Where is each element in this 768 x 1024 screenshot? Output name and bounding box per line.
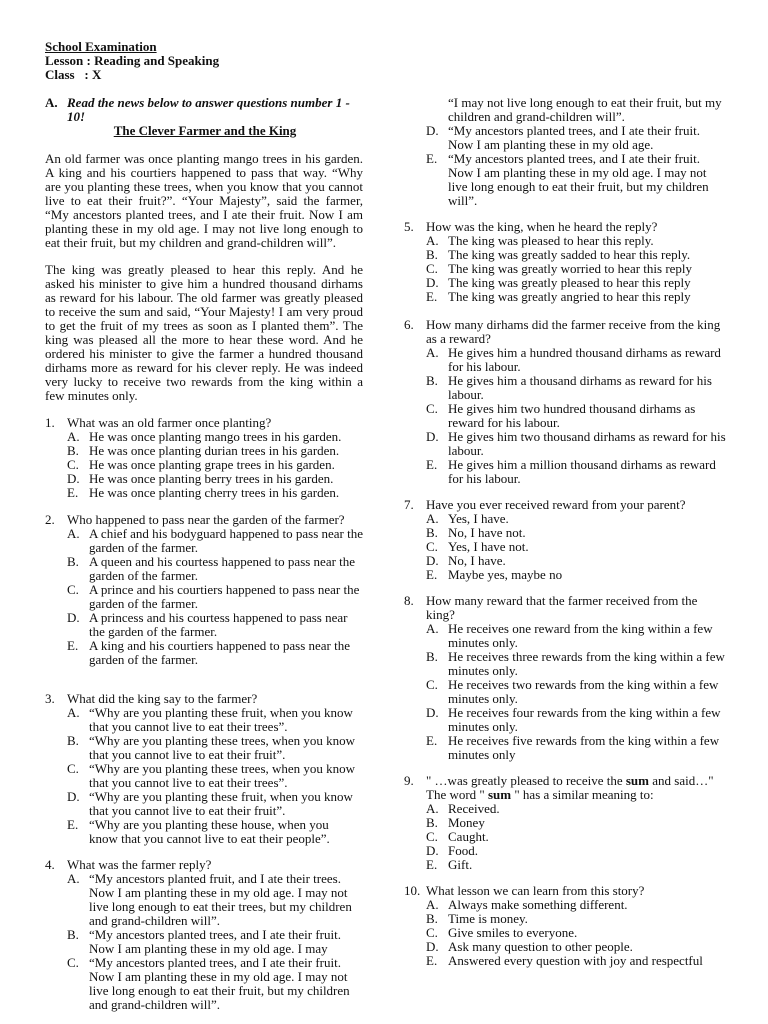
option-text: No, I have not.	[448, 525, 526, 540]
answer-option	[67, 527, 365, 555]
answer-option	[67, 555, 365, 583]
answer-option	[67, 872, 363, 928]
option-text: He receives three rewards from the king within a few minutes only.	[448, 649, 725, 678]
answer-option	[67, 639, 365, 667]
option-letter: B.	[426, 649, 438, 664]
question-number: 6.	[404, 317, 414, 332]
option-letter: E.	[426, 151, 438, 166]
option-text: Answered every question with joy and respectful	[448, 953, 703, 968]
option-text: He receives two rewards from the king within a few minutes only.	[448, 677, 719, 706]
option-text: A queen and his courtess happened to pass near the garden of the farmer.	[89, 554, 356, 583]
option-text: “My ancestors planted fruit, and I ate their trees. Now I am planting these in my old age. I may not live long enough to eat their trees, but my children and grand-children will”.	[89, 871, 352, 928]
option-text: Maybe yes, maybe no	[448, 567, 563, 582]
answer-option	[426, 706, 726, 734]
option-letter: D.	[67, 610, 80, 625]
answer-option	[67, 444, 365, 458]
option-text: He gives him a million thousand dirhams as reward for his labour.	[448, 457, 716, 486]
option-letter: B.	[67, 554, 79, 569]
option-letter: C.	[426, 401, 438, 416]
option-text: Time is money.	[448, 911, 528, 926]
option-text: “Why are you planting these trees, when you know that you cannot live to eat their trees”.	[89, 761, 356, 790]
option-text: No, I have.	[448, 553, 506, 568]
option-letter: C.	[426, 539, 438, 554]
answer-option	[67, 458, 365, 472]
option-letter: A.	[426, 233, 439, 248]
answer-option	[67, 790, 357, 818]
answer-option	[67, 928, 363, 956]
question-stem: What lesson we can learn from this story?	[426, 883, 645, 898]
option-text: “Why are you planting these house, when you know that you cannot live to eat their people”.	[89, 817, 330, 846]
question-6	[404, 318, 726, 486]
question-number: 2.	[45, 512, 55, 527]
option-letter: B.	[67, 443, 79, 458]
question-stem: What was the farmer reply?	[67, 857, 212, 872]
option-text: Always make something different.	[448, 897, 628, 912]
option-letter: C.	[426, 261, 438, 276]
option-letter: A.	[67, 429, 80, 444]
question-number: 5.	[404, 219, 414, 234]
option-letter: B.	[67, 733, 79, 748]
answer-option	[67, 611, 365, 639]
answer-option	[426, 622, 726, 650]
answer-option	[67, 706, 357, 734]
option-text: Gift.	[448, 857, 473, 872]
answer-option	[426, 458, 726, 486]
story-paragraph-1: An old farmer was once planting mango trees in his garden. A king and his courtiers happened to pass that way. “Why are you planting these trees, when you know that you cannot live to eat their fruit?”. “Your Majesty”, said the farmer, “My ancestors planted trees, and I ate their fruit. Now I am planting these in my old age. I may not live long enough to eat their fruit, but my children and grand-children will”.	[45, 151, 363, 250]
question-number: 1.	[45, 415, 55, 430]
answer-option	[426, 898, 726, 912]
option-text: Give smiles to everyone.	[448, 925, 578, 940]
answer-option	[426, 346, 726, 374]
option-text-continued: “I may not live long enough to eat their fruit, but my children and grand-children will”.	[448, 95, 722, 124]
section-instruction-text: Read the news below to answer questions number 1 - 10!	[67, 95, 350, 124]
question-8	[404, 594, 726, 762]
answer-option	[426, 926, 726, 940]
stem-keyword: sum	[625, 773, 649, 788]
option-letter: E.	[426, 567, 438, 582]
option-letter: A.	[426, 621, 439, 636]
question-4-continued	[404, 96, 726, 208]
stem-part: " has a similar meaning to:	[511, 787, 654, 802]
question-stem: What was an old farmer once planting?	[67, 415, 272, 430]
option-letter: C.	[67, 955, 79, 970]
option-text: Food.	[448, 843, 478, 858]
option-letter: C.	[67, 582, 79, 597]
option-letter: C.	[426, 925, 438, 940]
option-letter: B.	[426, 247, 438, 262]
header-lesson: Lesson : Reading and Speaking	[45, 53, 220, 68]
option-text: “Why are you planting these fruit, when you know that you cannot live to eat their fruit”.	[89, 789, 353, 818]
option-text: He was once planting grape trees in his garden.	[89, 457, 335, 472]
option-text: The king was pleased to hear this reply.	[448, 233, 654, 248]
question-stem: Who happened to pass near the garden of the farmer?	[67, 512, 345, 527]
answer-option	[426, 152, 726, 208]
option-text: He receives five rewards from the king within a few minutes only	[448, 733, 720, 762]
option-letter: E.	[426, 733, 438, 748]
option-text: “My ancestors planted trees, and I ate their fruit. Now I am planting these in my old age.	[448, 123, 700, 152]
option-letter: B.	[67, 927, 79, 942]
option-text: The king was greatly sadded to hear this reply.	[448, 247, 691, 262]
answer-option	[426, 124, 726, 152]
answer-option	[426, 940, 726, 954]
option-text: A prince and his courtiers happened to pass near the garden of the farmer.	[89, 582, 360, 611]
answer-option	[426, 290, 726, 304]
stem-part: " …was greatly pleased to receive the	[426, 773, 626, 788]
answer-option	[67, 486, 365, 500]
option-letter: E.	[67, 485, 79, 500]
option-letter: D.	[426, 939, 439, 954]
answer-option	[426, 734, 726, 762]
question-2	[45, 513, 365, 667]
answer-option	[426, 554, 726, 568]
option-letter: E.	[67, 638, 79, 653]
option-text: He gives him a hundred thousand dirhams as reward for his labour.	[448, 345, 721, 374]
answer-option	[426, 248, 726, 262]
answer-option	[426, 430, 726, 458]
question-3	[45, 692, 357, 846]
answer-option	[426, 568, 726, 582]
question-stem: How many reward that the farmer received from the king?	[426, 593, 698, 622]
answer-option	[67, 734, 357, 762]
question-9	[404, 774, 726, 872]
answer-option	[426, 830, 726, 844]
question-1	[45, 416, 365, 500]
answer-option	[426, 844, 726, 858]
answer-option	[67, 430, 365, 444]
question-stem: How many dirhams did the farmer receive from the king as a reward?	[426, 317, 721, 346]
answer-option	[426, 954, 726, 968]
answer-option	[426, 374, 726, 402]
option-text: “My ancestors planted trees, and I ate their fruit. Now I am planting these in my old age. I may not live long enough to eat their fruit, but my children and grand-children will”.	[89, 955, 350, 1012]
option-letter: A.	[426, 801, 439, 816]
option-text: He was once planting mango trees in his garden.	[89, 429, 342, 444]
header-class: Class : X	[45, 67, 102, 82]
answer-option	[426, 262, 726, 276]
answer-option	[426, 526, 726, 540]
option-letter: E.	[426, 457, 438, 472]
option-text: He receives four rewards from the king within a few minutes only.	[448, 705, 721, 734]
answer-option	[426, 816, 726, 830]
option-letter: A.	[426, 897, 439, 912]
answer-option	[67, 583, 365, 611]
question-number: 4.	[45, 857, 55, 872]
question-5	[404, 220, 726, 304]
story-paragraph-2: The king was greatly pleased to hear this reply. And he asked his minister to give him a hundred thousand dirhams as reward for his labour. The old farmer was greatly pleased to receive the sum and said, “Your Majesty! I am very proud to get the fruit of my trees as soon as I planted them”. The king was pleased all the more to hear these word. And he ordered his minister to give the farmer a hundred thousand dirhams more as reward for his clever reply. He was indeed very lucky to receive two rewards from the king within a few minutes only.	[45, 262, 363, 403]
option-text: “Why are you planting these fruit, when you know that you cannot live to eat their trees”.	[89, 705, 353, 734]
option-letter: B.	[426, 815, 438, 830]
question-stem	[426, 774, 726, 802]
option-text: The king was greatly angried to hear this reply	[448, 289, 691, 304]
question-10	[404, 884, 726, 968]
question-4	[45, 858, 363, 1012]
answer-option	[426, 650, 726, 678]
option-letter: E.	[426, 953, 438, 968]
question-number: 7.	[404, 497, 414, 512]
answer-option	[67, 956, 363, 1012]
option-text: Yes, I have not.	[448, 539, 529, 554]
answer-option	[426, 678, 726, 706]
question-stem: Have you ever received reward from your parent?	[426, 497, 686, 512]
option-text: The king was greatly worried to hear this reply	[448, 261, 693, 276]
option-text: He gives him a thousand dirhams as reward for his labour.	[448, 373, 712, 402]
option-text: A princess and his courtess happened to pass near the garden of the farmer.	[89, 610, 348, 639]
answer-option	[426, 234, 726, 248]
answer-option	[67, 762, 357, 790]
header-exam: School Examination	[45, 39, 157, 54]
answer-option	[67, 472, 365, 486]
stem-keyword: sum	[488, 787, 512, 802]
question-number: 9.	[404, 773, 414, 788]
option-letter: C.	[67, 761, 79, 776]
question-stem: What did the king say to the farmer?	[67, 691, 258, 706]
option-letter: D.	[426, 123, 439, 138]
option-text: “My ancestors planted trees, and I ate their fruit. Now I am planting these in my old age. I may	[89, 927, 341, 956]
option-text: He gives him two thousand dirhams as reward for his labour.	[448, 429, 726, 458]
answer-option	[426, 540, 726, 554]
option-text: He receives one reward from the king within a few minutes only.	[448, 621, 713, 650]
option-text: Received.	[448, 801, 500, 816]
option-letter: C.	[426, 829, 438, 844]
answer-option	[426, 858, 726, 872]
option-letter: C.	[426, 677, 438, 692]
option-letter: A.	[426, 511, 439, 526]
option-text: Caught.	[448, 829, 489, 844]
option-letter: D.	[426, 843, 439, 858]
option-letter: D.	[426, 553, 439, 568]
answer-option	[426, 402, 726, 430]
option-text: He was once planting berry trees in his garden.	[89, 471, 334, 486]
option-letter: D.	[426, 705, 439, 720]
story-title: The Clever Farmer and the King	[113, 123, 297, 138]
option-letter: E.	[426, 289, 438, 304]
option-letter: B.	[426, 911, 438, 926]
section-letter: A.	[45, 95, 58, 110]
question-stem: How was the king, when he heard the reply?	[426, 219, 658, 234]
option-c-continued	[426, 96, 726, 124]
option-text: Money	[448, 815, 485, 830]
option-text: A king and his courtiers happened to pass near the garden of the farmer.	[89, 638, 351, 667]
option-text: A chief and his bodyguard happened to pass near the garden of the farmer.	[89, 526, 364, 555]
option-text: “Why are you planting these trees, when you know that you cannot live to eat their fruit”.	[89, 733, 356, 762]
option-letter: D.	[426, 275, 439, 290]
question-7	[404, 498, 726, 582]
option-letter: E.	[67, 817, 79, 832]
option-letter: B.	[426, 373, 438, 388]
option-letter: A.	[426, 345, 439, 360]
stem-part: and said…" The word "	[426, 773, 714, 802]
question-number: 3.	[45, 691, 55, 706]
answer-option	[426, 512, 726, 526]
option-text: “My ancestors planted trees, and I ate their fruit. Now I am planting these in my old age. I may not live long enough to eat their fruit, but my children will”.	[448, 151, 709, 208]
option-letter: E.	[426, 857, 438, 872]
answer-option	[67, 818, 357, 846]
option-text: He was once planting durian trees in his garden.	[89, 443, 340, 458]
option-letter: D.	[67, 789, 80, 804]
answer-option	[426, 276, 726, 290]
answer-option	[426, 912, 726, 926]
option-text: The king was greatly pleased to hear this reply	[448, 275, 691, 290]
option-text: He was once planting cherry trees in his garden.	[89, 485, 340, 500]
question-number: 10.	[404, 883, 421, 898]
option-text: He gives him two hundred thousand dirhams as reward for his labour.	[448, 401, 696, 430]
option-letter: A.	[67, 705, 80, 720]
question-number: 8.	[404, 593, 414, 608]
option-letter: A.	[67, 526, 80, 541]
section-instruction	[45, 96, 365, 124]
answer-option	[426, 802, 726, 816]
option-letter: D.	[426, 429, 439, 444]
option-letter: C.	[67, 457, 79, 472]
option-letter: B.	[426, 525, 438, 540]
option-letter: D.	[67, 471, 80, 486]
option-text: Yes, I have.	[448, 511, 509, 526]
option-letter: A.	[67, 871, 80, 886]
option-text: Ask many question to other people.	[448, 939, 633, 954]
